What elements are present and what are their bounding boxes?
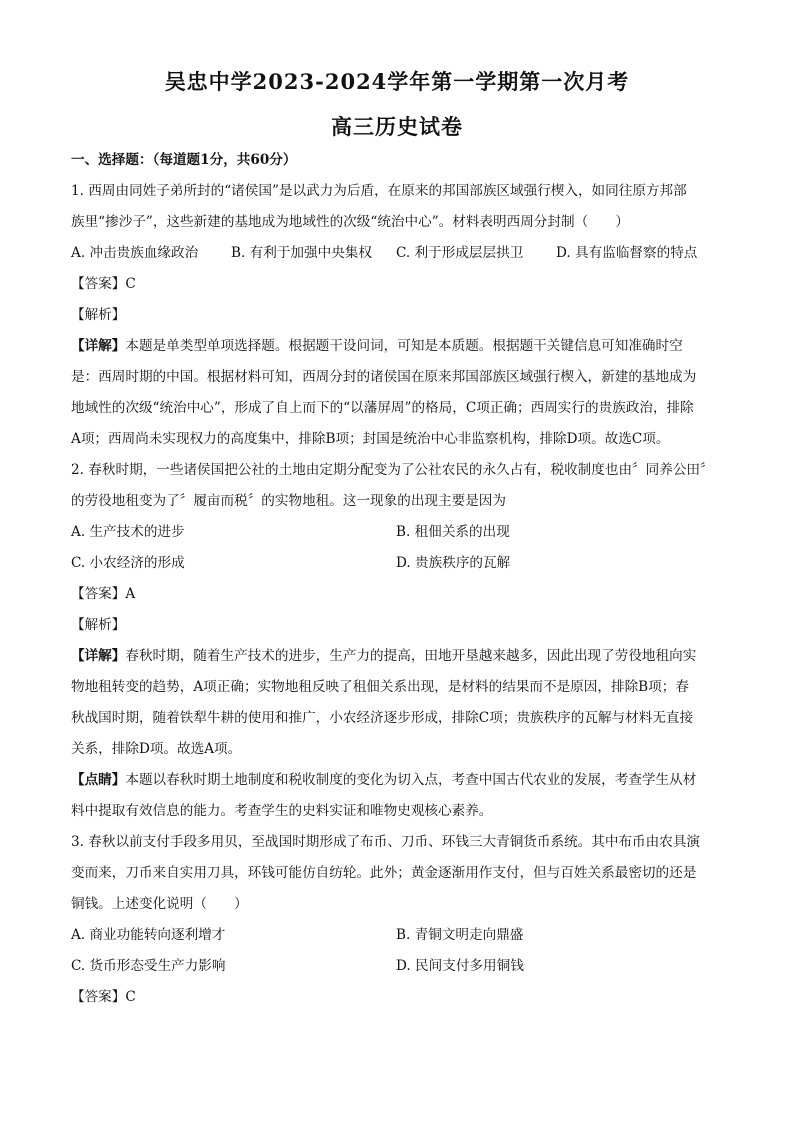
q2-answer: 【答案】A (71, 586, 136, 602)
exam-title: 吴忠中学2023-2024学年第一学期第一次月考 (164, 69, 630, 94)
q1-option-d: D. 具有监临督察的特点 (556, 245, 698, 261)
q2-comment-label: 【点睛】 (71, 772, 126, 788)
q1-detail-label: 【详解】 (71, 338, 126, 354)
q2-comment-text1: 本题以春秋时期土地制度和税收制度的变化为切入点，考查中国古代农业的发展，考查学生从材 (125, 772, 697, 788)
q1-answer: 【答案】C (71, 276, 136, 292)
q2-detail-line4: 关系，排除D项。故选A项。 (71, 741, 242, 757)
q1-stem-line2: 族里“掺沙子”，这些新建的基地成为地域性的次级“统治中心”。材料表明西周分封制（ ） (71, 214, 629, 230)
q1-detail-line4: A项；西周尚未实现权力的高度集中，排除B项；封国是统治中心非监察机构，排除D项。故选C项。 (71, 431, 670, 447)
q2-detail-line2: 物地租转变的趋势，A项正确；实物地租反映了租佃关系出现，是材料的结果而不是原因，排除B项；春 (71, 679, 689, 695)
section-heading: 一、选择题：（每道题1分，共60分） (71, 152, 297, 168)
q2-comment-line1 (71, 765, 723, 796)
q2-option-b: B. 租佃关系的出现 (396, 524, 510, 540)
q1-analysis-label: 【解析】 (71, 307, 126, 323)
q2-detail-line3: 秋战国时期，随着铁犁牛耕的使用和推广，小农经济逐步形成，排除C项；贵族秩序的瓦解与材料无直接 (71, 710, 694, 726)
q2-comment-line2: 料中提取有效信息的能力。考查学生的史料实证和唯物史观核心素养。 (71, 803, 493, 819)
q2-detail-label: 【详解】 (71, 648, 126, 664)
q1-option-b: B. 有利于加强中央集权 (231, 245, 372, 261)
q3-options-row1 (71, 920, 723, 951)
q2-detail-text1: 春秋时期，随着生产技术的进步，生产力的提高，田地开垦越来越多，因此出现了劳役地租向实 (125, 648, 697, 664)
q2-detail-line1 (71, 641, 723, 672)
q3-option-c: C. 货币形态受生产力影响 (71, 958, 226, 974)
exam-content (71, 145, 723, 1013)
q1-stem-line1: 1. 西周由同姓子弟所封的“诸侯国”是以武力为后盾，在原来的邦国部族区域强行楔入，如同往原方邦部 (71, 183, 687, 199)
q2-options-row2 (71, 548, 723, 579)
exam-subtitle: 高三历史试卷 (331, 114, 463, 139)
q3-option-b: B. 青铜文明走向鼎盛 (396, 927, 524, 943)
q1-detail-text1: 本题是单类型单项选择题。根据题干设问词，可知是本质题。根据题干关键信息可知准确时空 (125, 338, 683, 354)
q3-option-d: D. 民间支付多用铜钱 (396, 958, 524, 974)
q2-option-d: D. 贵族秩序的瓦解 (396, 555, 511, 571)
q2-options-row1 (71, 517, 723, 548)
q1-option-a: A. 冲击贵族血缘政治 (71, 245, 199, 261)
q3-options-row2 (71, 951, 723, 982)
q3-answer: 【答案】C (71, 989, 136, 1005)
q2-option-c: C. 小农经济的形成 (71, 555, 185, 571)
q3-option-a: A. 商业功能转向逐利增才 (71, 927, 226, 943)
q3-stem-line2: 变而来，刀币来自实用刀具，环钱可能仿自纺轮。此外；黄金逐渐用作支付，但与百姓关系最密切的还是 (71, 865, 697, 881)
q2-stem-line1: 2. 春秋时期，一些诸侯国把公社的土地由定期分配变为了公社农民的永久占有，税收制度也由〞同养公田〞 (71, 462, 714, 478)
q2-option-a: A. 生产技术的进步 (71, 524, 185, 540)
q2-stem-line2: 的劳役地租变为了〞履亩而税〞的实物地租。这一现象的出现主要是因为 (71, 493, 506, 509)
q2-analysis-label: 【解析】 (71, 617, 126, 633)
q1-option-c: C. 利于形成层层拱卫 (396, 245, 524, 261)
q3-stem-line3: 铜钱。上述变化说明（ ） (71, 896, 248, 912)
q3-stem-line1: 3. 春秋以前支付手段多用贝，至战国时期形成了布币、刀币、环钱三大青铜货币系统。其中布币由农具演 (71, 834, 701, 850)
q1-detail-line3: 地域性的次级“统治中心”，形成了自上而下的“以藩屏周”的格局，C项正确；西周实行的贵族政治，排除 (71, 400, 694, 416)
q1-detail-line1 (71, 331, 723, 362)
q1-options (71, 238, 723, 269)
q1-detail-line2: 是：西周时期的中国。根据材料可知，西周分封的诸侯国在原来邦国部族区域强行楔入，新建的基地成为 (71, 369, 697, 385)
